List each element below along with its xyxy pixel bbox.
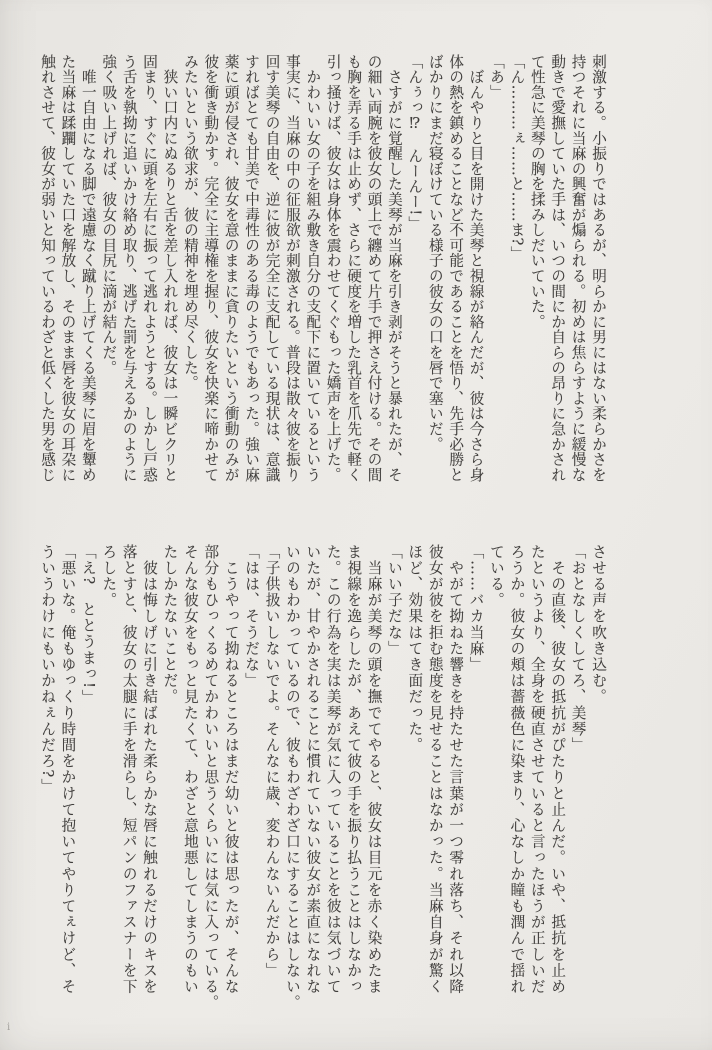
text-line: さすがに覚醒した美琴が当麻を引き剥がそうと暴れたが、そ (385, 54, 403, 483)
text-line: 彼女が彼を拒む態度を見せることはなかった。当麻自身が驚く (426, 544, 444, 995)
text-line: ろした。 (100, 544, 118, 609)
text-line: ばかりにまだ寝ぼけている様子の彼女の口を唇で塞いだ。 (426, 54, 444, 452)
text-line: ういうわけにもいかねぇんだろ?」 (39, 544, 57, 795)
text-line: ぼんやりと目を開けた美琴と視線が絡んだが、彼は今さら身 (467, 54, 485, 483)
text-line: こうやって拗ねるところはまだ幼いと彼は思ったが、そんな (222, 544, 240, 995)
text-line: 「え? ととうまっ!」 (79, 544, 97, 706)
text-line: 刺激する。小振りではあるが、明らかに男にはない柔らかさを (590, 54, 607, 483)
text-line: かわいい女の子を組み敷き自分の支配下に置いているという (304, 54, 322, 483)
text-line: 狭い口内にぬるりと舌を差し入れれば、彼女は一瞬ビクリと (161, 54, 179, 483)
text-line: 「いい子だな」 (385, 544, 403, 657)
text-line: 「んぅっ⁉ んーんー!」 (406, 54, 424, 232)
text-line: 彼を衝き動かす。完全に主導権を握り、彼女を快楽に啼かせて (202, 54, 220, 483)
text-line: う舌を執拗に追いかけ絡め取り、逃げた罰を与えるかのように (120, 54, 138, 483)
text-line: も胸を弄る手は止めず、さらに硬度を増した乳首を爪先で軽く (345, 54, 363, 483)
text-line: 持つそれに当麻の興奮が煽られる。初めは焦らすように緩慢な (569, 54, 587, 483)
text-line: いたが、甘やかされることに慣れていない彼女が素直になれな (304, 544, 322, 995)
text-line: て性急に美琴の胸を揉みしだいていた。 (528, 54, 546, 330)
text-line: 当麻が美琴の頭を撫でてやると、彼女は目元を赤く染めたま (365, 544, 383, 995)
text-line: すればとても甘美で中毒性のある毒のようでもあった。強い麻 (243, 54, 261, 483)
text-line: 薬に頭が侵され、彼女を意のままに貪りたいという衝動のみが (222, 54, 240, 483)
text-line: 「おとなしくしてろ、美琴」 (569, 544, 587, 754)
text-line: 「悪いな。俺もゆっくり時間をかけて抱いてやりてぇけど、そ (59, 544, 77, 995)
text-block-top (37, 54, 608, 494)
text-line: 強く吸い上げれば、彼女の目尻に滴が結んだ。 (100, 54, 118, 376)
text-line: 「……バカ当麻」 (467, 544, 485, 673)
text-line: 回す美琴の自由を、逆に彼が完全に支配している現状は、意識 (263, 54, 281, 483)
text-line: たというより、全身を硬直させていると言ったほうが正しいだ (528, 544, 546, 995)
text-line: 「あ」 (487, 54, 505, 100)
text-line: その直後、彼女の抵抗がぴたりと止んだ。いや、抵抗を止め (549, 544, 567, 995)
text-line: 部分もひっくるめてかわいいと思うくらいには気に入っている。 (202, 544, 220, 1011)
text-line: 事実に、当麻の中の征服欲が刺激される。普段は散々彼を振り (283, 54, 301, 483)
text-line: 彼は悔しげに引き結ばれた柔らかな唇に触れるだけのキスを (141, 544, 159, 995)
text-line: の細い両腕を彼女の頭上で纏めて片手で押さえ付ける。その間 (365, 54, 383, 483)
text-line: 固まり、すぐに頭を左右に振って逃れようとする。しかし戸惑 (141, 54, 159, 483)
text-line: やがて拗ねた響きを持たせた言葉が一つ零れ落ち、それ以降 (447, 544, 465, 995)
text-line: させる声を吹き込む。 (590, 544, 607, 705)
page-corner-mark: i (7, 1022, 11, 1033)
text-line: 唯一自由になる脚で遠慮なく蹴り上げてくる美琴に眉を顰め (79, 54, 97, 483)
text-line: 「はは、そうだな」 (243, 544, 261, 689)
text-line: 「ん………ぇ……と……ま?」 (508, 54, 526, 262)
text-line: ろうか。彼女の頬は薔薇色に染まり、心なしか瞳も潤んで揺れ (508, 544, 526, 995)
text-line: た当麻は蹂躙していた口を解放し、そのまま唇を彼女の耳朶に (59, 54, 77, 483)
text-line: 引っ掻けば、彼女は身体を震わせてくぐもった嬌声を上げた。 (324, 54, 342, 483)
text-line: みたいという欲求が、彼の精神を埋め尽くした。 (181, 54, 199, 391)
text-line: 落とすと、彼女の太腿に手を滑らし、短パンのファスナーを下 (120, 544, 138, 995)
text-line: 触れさせて、彼女が弱いと知っているわざと低くした男を感じ (39, 54, 57, 483)
text-line: 体の熱を鎮めることなど不可能であることを悟り、先手必勝と (447, 54, 465, 483)
text-line: ている。 (487, 544, 505, 609)
text-line: ま視線を逸らしたが、あえて彼の手を振り払うことはしなかっ (345, 544, 363, 995)
text-line: 「子供扱いしないでよ。そんなに歳、変わんないんだから」 (263, 544, 281, 979)
text-line: た。この行為を実は美琴が気に入っていることを彼は気づいて (324, 544, 342, 995)
text-line: ほど、効果はてき面だった。 (406, 544, 424, 754)
text-line: たしかたないことだ。 (161, 544, 179, 705)
text-block-bottom (37, 544, 608, 1016)
text-line: 動きで愛撫していた手は、いつの間にか自らの昂りに急かされ (549, 54, 567, 483)
text-line: いのもわかっているので、彼もわざわざ口にすることはしない。 (283, 544, 301, 1011)
text-line: そんな彼女をもっと見たくて、わざと意地悪してしまうのもい (181, 544, 199, 995)
